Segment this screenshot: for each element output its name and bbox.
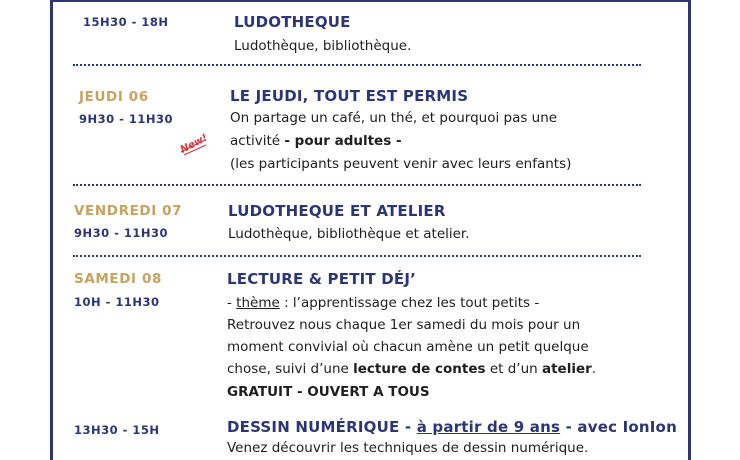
event-description-line: moment convivial où chacun amène un petit quelque — [227, 339, 589, 355]
theme-label: thème — [236, 295, 280, 311]
event-time: 15H30 - 18H — [83, 15, 169, 29]
event-description: Venez découvrir les techniques de dessin numérique. — [227, 440, 589, 456]
event-description-line — [230, 130, 402, 152]
description-emphasis: - pour adultes - — [284, 133, 402, 149]
description-text: - — [227, 295, 237, 311]
dotted-divider — [73, 255, 641, 257]
frame-top-border — [50, 0, 691, 2]
title-text: - avec IonIon — [560, 418, 677, 436]
event-time: 9H30 - 11H30 — [79, 112, 174, 126]
event-description-line — [227, 292, 539, 314]
event-time: 9H30 - 11H30 — [74, 226, 169, 240]
event-description-line — [227, 358, 596, 380]
dotted-divider — [73, 64, 641, 66]
description-emphasis: atelier — [541, 361, 592, 377]
new-badge — [176, 128, 210, 158]
age-limit-label: à partir de 9 ans — [416, 418, 561, 436]
description-text: activité — [230, 133, 285, 149]
event-day: JEUDI 06 — [79, 89, 149, 105]
event-description-line: (les participants peuvent venir avec leurs enfants) — [230, 156, 572, 172]
event-day: SAMEDI 08 — [74, 271, 162, 287]
event-time: 10H - 11H30 — [74, 295, 160, 309]
event-description: Ludothèque, bibliothèque. — [234, 38, 412, 54]
description-text: : l’apprentissage chez les tout petits - — [279, 295, 540, 311]
event-description: Ludothèque, bibliothèque et atelier. — [228, 226, 470, 242]
event-description-line: On partage un café, un thé, et pourquoi pas une — [230, 110, 558, 126]
new-badge-text: New! — [178, 132, 210, 156]
description-emphasis: lecture de contes — [353, 361, 486, 377]
event-title — [227, 418, 677, 436]
event-day: VENDREDI 07 — [74, 203, 183, 219]
description-text: chose, suivi d’une — [227, 361, 354, 377]
event-title: LUDOTHEQUE ET ATELIER — [228, 202, 446, 220]
event-title: LUDOTHEQUE — [234, 13, 351, 31]
dotted-divider — [73, 184, 641, 186]
event-time: 13H30 - 15H — [74, 423, 160, 437]
description-text: . — [591, 361, 597, 377]
event-description-line: Retrouvez nous chaque 1er samedi du mois pour un — [227, 317, 581, 333]
frame-right-border — [688, 0, 691, 460]
title-text: DESSIN NUMÉRIQUE - — [227, 418, 417, 436]
description-text: et d’un — [485, 361, 542, 377]
free-entry-label: GRATUIT - OUVERT A TOUS — [227, 384, 430, 400]
event-title: LE JEUDI, TOUT EST PERMIS — [230, 87, 469, 105]
event-note — [227, 381, 430, 403]
frame-left-border — [50, 0, 53, 460]
event-title: LECTURE & PETIT DÉJ’ — [227, 270, 417, 288]
